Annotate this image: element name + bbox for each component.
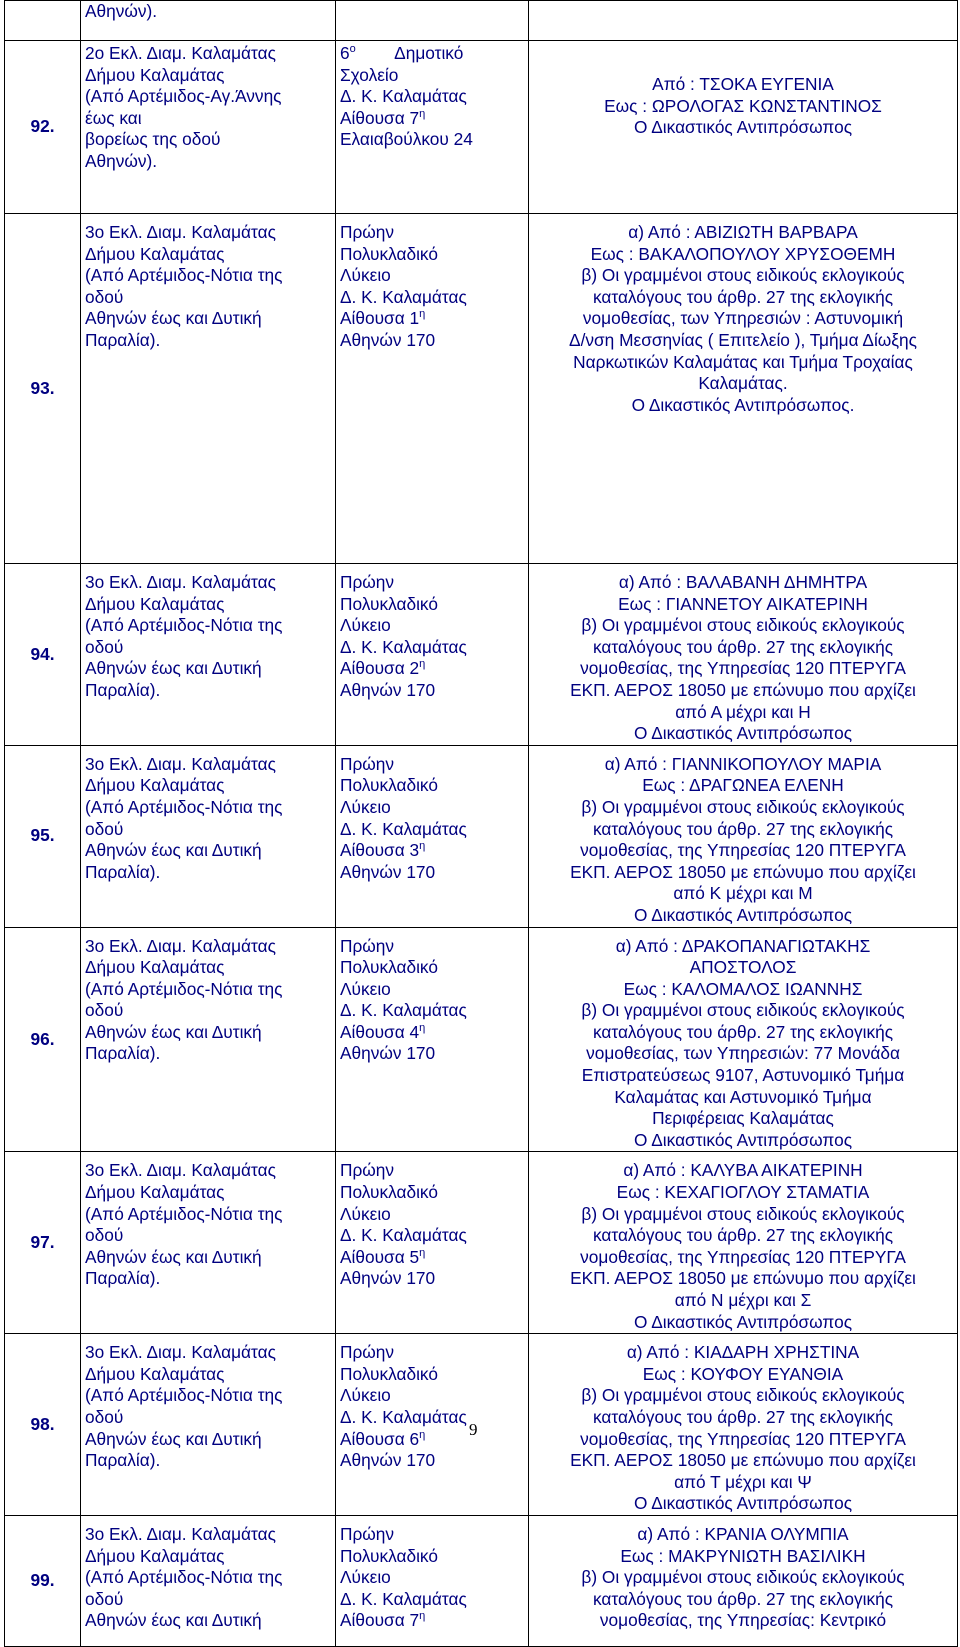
representatives-cell-line: α) Από : ΚΑΛΥΒΑ ΑΙΚΑΤΕΡΙΝΗ	[623, 1160, 863, 1181]
representatives-cell-line: Ο Δικαστικός Αντιπρόσωπος	[633, 1493, 853, 1514]
representatives-cell-line: α) Από : ΓΙΑΝΝΙΚΟΠΟΥΛΟΥ ΜΑΡΙΑ	[604, 753, 882, 774]
district-cell-line: Αθηνών έως και Δυτική	[85, 1246, 262, 1267]
venue-cell-line: Πρώην	[340, 753, 395, 774]
venue-cell	[336, 41, 529, 214]
district-cell-line: οδού	[85, 286, 124, 307]
district-cell-line: Αθηνών έως και Δυτική	[85, 308, 262, 329]
representatives-cell-line: Δ/νση Μεσσηνίας ( Επιτελείο ), Τμήμα Δίωξης	[569, 329, 917, 350]
row-number: 93.	[5, 214, 81, 564]
venue-cell-line: Δ. Κ. Καλαμάτας	[340, 1000, 467, 1021]
district-cell-line: (Από Αρτέμιδος-Νότια της	[85, 1385, 283, 1406]
representatives-cell	[529, 927, 958, 1152]
representatives-cell	[529, 745, 958, 927]
representatives-cell-line: Εως : ΒΑΚΑΛΟΠΟΥΛΟΥ ΧΡΥΣΟΘΕΜΗ	[590, 243, 896, 264]
venue-cell-line: Δ. Κ. Καλαμάτας	[340, 818, 467, 839]
representatives-cell-line: από Κ μέχρι και Μ	[673, 883, 813, 904]
representatives-cell-line: Καλαμάτας.	[698, 373, 788, 394]
table-row	[5, 1152, 958, 1334]
venue-cell-line: Σχολείο	[340, 64, 399, 85]
representatives-cell-line: ΑΠΟΣΤΟΛΟΣ	[689, 957, 797, 978]
district-cell-line: Δήμου Καλαμάτας	[85, 775, 225, 796]
district-cell	[81, 214, 336, 564]
venue-cell-line: Πρώην	[340, 935, 395, 956]
venue-cell-line: $6^o$ Δημοτικό	[340, 43, 464, 63]
representatives-cell-line: ΕΚΠ. ΑΕΡΟΣ 18050 με επώνυμο που αρχίζει	[570, 679, 916, 700]
district-cell-line: Αθηνών έως και Δυτική	[85, 840, 262, 861]
venue-cell-line: Ελαιαβούλκου 24	[340, 129, 473, 150]
row-number: 94.	[5, 564, 81, 746]
venue-cell-line: Αίθουσα $3^\eta$	[340, 840, 426, 861]
representatives-cell-line: από Ν μέχρι και Σ	[674, 1290, 812, 1310]
table-row	[5, 41, 958, 214]
venue-cell-line: Λύκειο	[340, 1567, 391, 1588]
venue-cell-line: Λύκειο	[340, 615, 391, 636]
representatives-cell-line: Εως : ΓΙΑΝΝΕΤΟΥ ΑΙΚΑΤΕΡΙΝΗ	[618, 593, 868, 614]
venue-cell-line: Δ. Κ. Καλαμάτας	[340, 1588, 467, 1609]
venue-cell-line: Δ. Κ. Καλαμάτας	[340, 1225, 467, 1246]
representatives-cell-line: Καλαμάτας και Αστυνομικό Τμήμα	[614, 1086, 872, 1107]
district-cell-line: 3ο Εκλ. Διαμ. Καλαμάτας	[85, 1342, 276, 1363]
representatives-cell-line: α) Από : ΚΙΑΔΑΡΗ ΧΡΗΣΤΙΝΑ	[626, 1342, 860, 1363]
district-cell-line: οδού	[85, 1588, 124, 1609]
venue-cell	[336, 927, 529, 1152]
district-cell	[81, 564, 336, 746]
representatives-cell	[529, 564, 958, 746]
district-cell-line: οδού	[85, 1406, 124, 1427]
table-row	[5, 1334, 958, 1516]
district-cell	[81, 927, 336, 1152]
district-cell	[81, 1515, 336, 1646]
venue-cell-line: Πολυκλαδικό	[340, 775, 438, 796]
district-cell-line: Δήμου Καλαμάτας	[85, 593, 225, 614]
representatives-cell-line: β) Οι γραμμένοι στους ειδικούς εκλογικούς	[581, 1385, 905, 1406]
venue-cell-line: Λύκειο	[340, 796, 391, 817]
district-cell	[81, 1334, 336, 1516]
representatives-cell-line: β) Οι γραμμένοι στους ειδικούς εκλογικούς	[581, 1203, 905, 1224]
venue-cell-line: Λύκειο	[340, 1385, 391, 1406]
venue-cell-line: Αίθουσα $1^\eta$	[340, 308, 426, 329]
representatives-cell-line: Εως : ΚΟΥΦΟΥ ΕΥΑΝΘΙΑ	[642, 1363, 844, 1384]
table-row-top-fragment	[5, 1, 958, 41]
representatives-cell-line: Ο Δικαστικός Αντιπρόσωπος	[633, 723, 853, 744]
venue-cell-line: Αθηνών 170	[340, 679, 436, 700]
venue-cell-line: Αίθουσα $2^\eta$	[340, 658, 426, 679]
representatives-cell-line: Επιστρατεύσεως 9107, Αστυνομικό Τμήμα	[581, 1065, 905, 1086]
district-cell-line: Δήμου Καλαμάτας	[85, 1545, 225, 1566]
representatives-cell-line: α) Από : ΑΒΙΖΙΩΤΗ ΒΑΡΒΑΡΑ	[628, 222, 858, 242]
venue-cell-line: Πολυκλαδικό	[340, 593, 438, 614]
venue-cell	[336, 214, 529, 564]
representatives-cell-line: α) Από : ΚΡΑΝΙΑ ΟΛΥΜΠΙΑ	[637, 1523, 849, 1544]
row-number: 98.	[5, 1334, 81, 1516]
district-cell-line: (Από Αρτέμιδος-Νότια της	[85, 1203, 283, 1224]
representatives-cell-line: Εως : ΚΕΧΑΓΙΟΓΛΟΥ ΣΤΑΜΑΤΙΑ	[616, 1182, 870, 1203]
district-cell	[81, 745, 336, 927]
representatives-cell-line: νομοθεσίας, των Υπηρεσιών : Αστυνομική	[582, 308, 904, 329]
venue-cell-line: Πρώην	[340, 222, 395, 242]
top-fragment-text: Αθηνών).	[81, 1, 336, 41]
representatives-cell-line: καταλόγους του άρθρ. 27 της εκλογικής	[592, 1406, 894, 1427]
district-cell-line: Δήμου Καλαμάτας	[85, 1182, 225, 1203]
district-cell-line: οδού	[85, 1000, 124, 1021]
district-cell-line: έως και	[85, 107, 142, 128]
venue-cell-line: Λύκειο	[340, 978, 391, 999]
representatives-cell-line: από Τ μέχρι και Ψ	[674, 1471, 812, 1492]
page-number: 9	[469, 1420, 478, 1439]
venue-cell-line: Αίθουσα $5^\eta$	[340, 1246, 426, 1267]
venue-cell-line: Αθηνών 170	[340, 1043, 436, 1064]
venue-cell-line: Λύκειο	[340, 1203, 391, 1224]
district-cell-line: Αθηνών).	[85, 150, 158, 171]
district-cell-line: 3ο Εκλ. Διαμ. Καλαμάτας	[85, 572, 276, 592]
venue-cell	[336, 1334, 529, 1516]
venue-cell-line: Πολυκλαδικό	[340, 957, 438, 978]
district-cell-line: οδού	[85, 636, 124, 657]
representatives-cell-line: νομοθεσίας, της Υπηρεσίας 120 ΠΤΕΡΥΓΑ	[580, 1246, 906, 1267]
district-cell-line: (Από Αρτέμιδος-Νότια της	[85, 615, 283, 636]
representatives-cell-line: νομοθεσίας, της Υπηρεσίας 120 ΠΤΕΡΥΓΑ	[580, 658, 906, 679]
representatives-cell-line: β) Οι γραμμένοι στους ειδικούς εκλογικούς	[581, 796, 905, 817]
representatives-cell-line: Περιφέρειας Καλαμάτας	[652, 1108, 834, 1129]
district-cell-line: Παραλία).	[85, 1450, 161, 1471]
district-cell-line: οδού	[85, 1225, 124, 1246]
representatives-cell-line: Ο Δικαστικός Αντιπρόσωπος	[633, 117, 853, 138]
row-number: 96.	[5, 927, 81, 1152]
representatives-cell	[529, 1334, 958, 1516]
district-cell-line: Αθηνών έως και Δυτική	[85, 1428, 262, 1449]
representatives-cell-line: Εως : ΚΑΛΟΜΑΛΟΣ ΙΩΑΝΝΗΣ	[623, 978, 863, 999]
venue-cell-line: Αίθουσα $7^\eta$	[340, 107, 426, 128]
district-cell-line: οδού	[85, 818, 124, 839]
venue-cell-line: Αίθουσα $4^\eta$	[340, 1021, 426, 1042]
representatives-cell-line: α) Από : ΒΑΛΑΒΑΝΗ ΔΗΜΗΤΡΑ	[618, 572, 868, 592]
representatives-cell-line: Ναρκωτικών Καλαμάτας και Τμήμα Τροχαίας	[573, 351, 913, 372]
representatives-cell-line: καταλόγους του άρθρ. 27 της εκλογικής	[592, 636, 894, 657]
representatives-cell-line: Εως : ΩΡΟΛΟΓΑΣ ΚΩΝΣΤΑΝΤΙΝΟΣ	[604, 95, 882, 116]
representatives-cell-line: νομοθεσίας, της Υπηρεσίας 120 ΠΤΕΡΥΓΑ	[580, 840, 906, 861]
representatives-cell-line: Από : ΤΣΟΚΑ ΕΥΓΕΝΙΑ	[652, 74, 834, 94]
representatives-cell-line: καταλόγους του άρθρ. 27 της εκλογικής	[592, 1021, 894, 1042]
row-number: 95.	[5, 745, 81, 927]
representatives-cell-line: β) Οι γραμμένοι στους ειδικούς εκλογικούς	[581, 265, 905, 286]
district-cell-line: Δήμου Καλαμάτας	[85, 243, 225, 264]
representatives-cell-line: από Α μέχρι και Η	[675, 701, 811, 722]
representatives-cell-line: ΕΚΠ. ΑΕΡΟΣ 18050 με επώνυμο που αρχίζει	[570, 1268, 916, 1289]
district-cell-line: 3ο Εκλ. Διαμ. Καλαμάτας	[85, 222, 276, 242]
representatives-cell-line: β) Οι γραμμένοι στους ειδικούς εκλογικούς	[581, 1567, 905, 1588]
district-cell-line: (Από Αρτέμιδος-Νότια της	[85, 1567, 283, 1588]
representatives-cell-line: α) Από : ΔΡΑΚΟΠΑΝΑΓΙΩΤΑΚΗΣ	[615, 935, 871, 956]
venue-cell-line: Πρώην	[340, 1160, 395, 1181]
venue-cell-line: Πολυκλαδικό	[340, 1182, 438, 1203]
venue-cell-line: Δ. Κ. Καλαμάτας	[340, 86, 467, 107]
table-row	[5, 1515, 958, 1646]
venue-cell-line: Δ. Κ. Καλαμάτας	[340, 1406, 467, 1427]
representatives-cell-line: ΕΚΠ. ΑΕΡΟΣ 18050 με επώνυμο που αρχίζει	[570, 1450, 916, 1471]
district-cell-line: Παραλία).	[85, 329, 161, 350]
district-cell-line: Δήμου Καλαμάτας	[85, 957, 225, 978]
representatives-cell-line: νομοθεσίας, της Υπηρεσίας: Κεντρικό	[599, 1610, 887, 1631]
district-cell-line: 3ο Εκλ. Διαμ. Καλαμάτας	[85, 935, 276, 956]
venue-cell	[336, 1152, 529, 1334]
district-cell-line: Παραλία).	[85, 679, 161, 700]
venue-cell-line: Αθηνών 170	[340, 861, 436, 882]
row-number: 99.	[5, 1515, 81, 1646]
representatives-cell-line: καταλόγους του άρθρ. 27 της εκλογικής	[592, 1588, 894, 1609]
district-cell-line: 2ο Εκλ. Διαμ. Καλαμάτας	[85, 43, 276, 63]
representatives-cell-line: Ο Δικαστικός Αντιπρόσωπος	[633, 1311, 853, 1332]
row-number: 97.	[5, 1152, 81, 1334]
representatives-cell	[529, 1152, 958, 1334]
district-cell-line: Δήμου Καλαμάτας	[85, 1363, 225, 1384]
district-cell-line: βορείως της οδού	[85, 129, 221, 150]
representatives-cell-line: ΕΚΠ. ΑΕΡΟΣ 18050 με επώνυμο που αρχίζει	[570, 861, 916, 882]
district-cell-line: Αθηνών έως και Δυτική	[85, 1610, 262, 1631]
table-row	[5, 927, 958, 1152]
venue-cell-line: Πρώην	[340, 1342, 395, 1363]
representatives-cell-line: β) Οι γραμμένοι στους ειδικούς εκλογικούς	[581, 1000, 905, 1021]
representatives-cell-line: Εως : ΜΑΚΡΥΝΙΩΤΗ ΒΑΣΙΛΙΚΗ	[620, 1545, 866, 1566]
district-cell-line: Αθηνών έως και Δυτική	[85, 1021, 262, 1042]
venue-cell-line: Πρώην	[340, 572, 395, 592]
district-cell-line: (Από Αρτέμιδος-Νότια της	[85, 265, 283, 286]
venue-cell	[336, 564, 529, 746]
representatives-cell-line: καταλόγους του άρθρ. 27 της εκλογικής	[592, 1225, 894, 1246]
venue-cell-line: Δ. Κ. Καλαμάτας	[340, 286, 467, 307]
district-cell	[81, 41, 336, 214]
district-cell-line: Παραλία).	[85, 1268, 161, 1289]
venue-cell-line: Αίθουσα $7^\eta$	[340, 1610, 426, 1631]
venue-cell-line: Λύκειο	[340, 265, 391, 286]
representatives-cell	[529, 41, 958, 214]
representatives-cell-line: β) Οι γραμμένοι στους ειδικούς εκλογικούς	[581, 615, 905, 636]
venue-cell-line: Αθηνών 170	[340, 1268, 436, 1289]
representatives-cell-line: Ο Δικαστικός Αντιπρόσωπος	[633, 1129, 853, 1150]
representatives-cell-line: νομοθεσίας, της Υπηρεσίας 120 ΠΤΕΡΥΓΑ	[580, 1428, 906, 1449]
venue-cell	[336, 745, 529, 927]
venue-cell-line: Αίθουσα $6^\eta$	[340, 1428, 426, 1449]
district-cell-line: Παραλία).	[85, 1043, 161, 1064]
venue-cell-line: Αθηνών 170	[340, 329, 436, 350]
representatives-cell-line: καταλόγους του άρθρ. 27 της εκλογικής	[592, 286, 894, 307]
table-row	[5, 745, 958, 927]
representatives-cell	[529, 1515, 958, 1646]
table-row	[5, 564, 958, 746]
district-cell-line: (Από Αρτέμιδος-Αγ.Άννης	[85, 86, 282, 107]
venue-cell-line: Πολυκλαδικό	[340, 1363, 438, 1384]
row-number: 92.	[5, 41, 81, 214]
district-cell-line: (Από Αρτέμιδος-Νότια της	[85, 796, 283, 817]
representatives-cell-line: Εως : ΔΡΑΓΩΝΕΑ ΕΛΕΝΗ	[642, 775, 844, 796]
district-cell-line: (Από Αρτέμιδος-Νότια της	[85, 978, 283, 999]
district-cell-line: 3ο Εκλ. Διαμ. Καλαμάτας	[85, 1160, 276, 1181]
venue-cell	[336, 1515, 529, 1646]
district-cell-line: Παραλία).	[85, 861, 161, 882]
district-cell-line: Δήμου Καλαμάτας	[85, 64, 225, 85]
table-row	[5, 214, 958, 564]
venue-cell-line: Πρώην	[340, 1523, 395, 1544]
venue-cell-line: Πολυκλαδικό	[340, 243, 438, 264]
venue-cell-line: Πολυκλαδικό	[340, 1545, 438, 1566]
representatives-cell-line: Ο Δικαστικός Αντιπρόσωπος.	[631, 394, 855, 415]
venue-cell-line: Αθηνών 170	[340, 1450, 436, 1471]
district-cell-line: 3ο Εκλ. Διαμ. Καλαμάτας	[85, 753, 276, 774]
representatives-cell-line: Ο Δικαστικός Αντιπρόσωπος	[633, 904, 853, 925]
district-cell-line: Αθηνών έως και Δυτική	[85, 658, 262, 679]
representatives-cell	[529, 214, 958, 564]
representatives-cell-line: καταλόγους του άρθρ. 27 της εκλογικής	[592, 818, 894, 839]
electoral-table	[4, 0, 958, 1647]
district-cell	[81, 1152, 336, 1334]
district-cell-line: 3ο Εκλ. Διαμ. Καλαμάτας	[85, 1523, 276, 1544]
representatives-cell-line: νομοθεσίας, των Υπηρεσιών: 77 Μονάδα	[586, 1043, 900, 1064]
venue-cell-line: Δ. Κ. Καλαμάτας	[340, 636, 467, 657]
